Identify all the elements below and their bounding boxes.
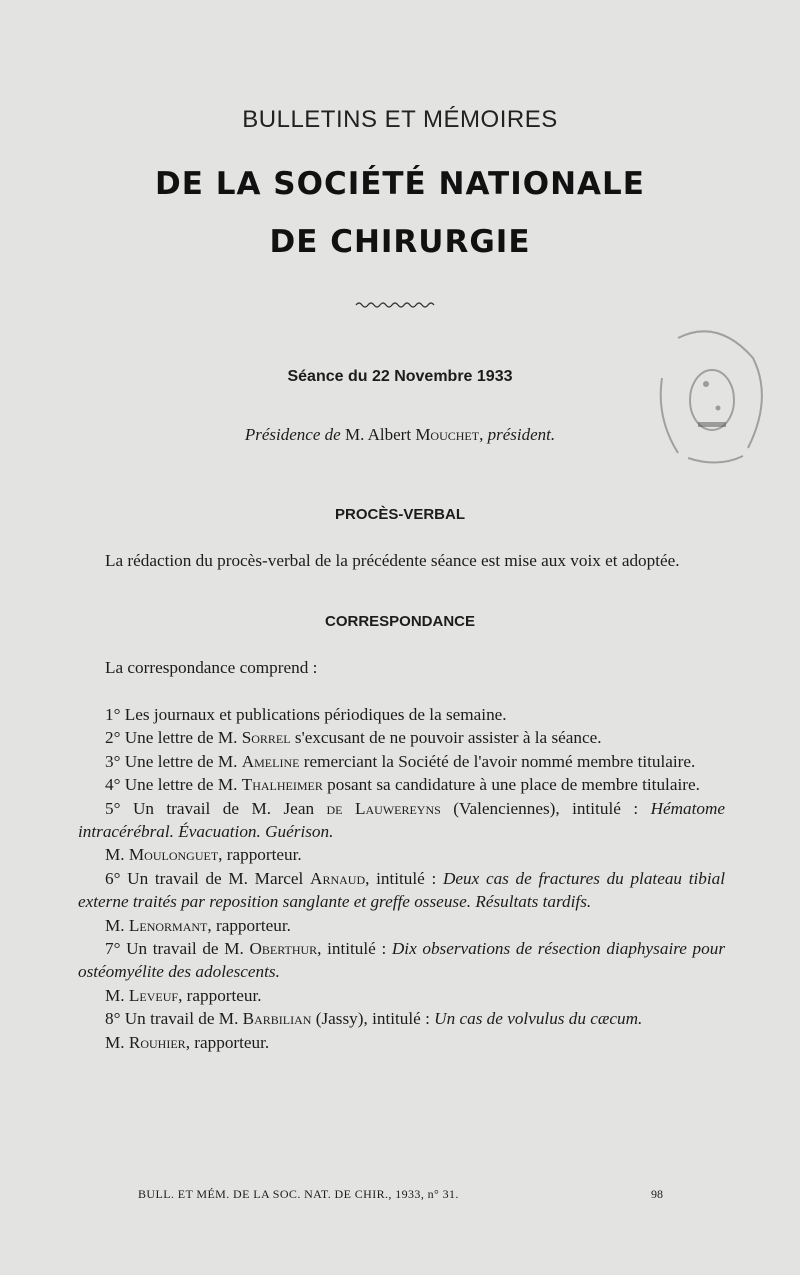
section-heading-correspondance: CORRESPONDANCE [324, 613, 475, 630]
work-title: Dix observations de résection diaphysaire pour ostéomyélite des adolescents. [78, 939, 726, 982]
author-name: Sorrel [241, 728, 291, 748]
work-title: Un cas de volvulus du cæcum. [434, 1009, 643, 1029]
list-item: 8° Un travail de M. Barbilian (Jassy), intitulé : Un cas de volvulus du cæcum. [105, 1009, 643, 1029]
presidency-title: M. Albert [344, 425, 412, 444]
list-item: 5° Un travail de M. Jean de Lauwereyns (Valenciennes), intitulé : Hématome intracérébral. Évacuation. Guérison. [78, 798, 726, 842]
list-item: 4° Une lettre de M. Thalheimer posant sa candidature à une place de membre titulaire. [105, 775, 700, 795]
rapporteur-line: M. Lenormant, rapporteur. [105, 915, 291, 935]
rapporteur-name: Moulonguet [128, 845, 219, 865]
proces-verbal-text: La rédaction du procès-verbal de la précédente séance est mise aux voix et adoptée. [105, 551, 680, 570]
list-item: 7° Un travail de M. Oberthur, intitulé : Dix observations de résection diaphysaire pour ostéomyélite des adolescents. [78, 939, 726, 982]
list-item: 6° Un travail de M. Marcel Arnaud, intitulé : Deux cas de fractures du plateau tibial externe traités par reposition sanglante et greffe osseuse. Résultats tardifs. [78, 868, 726, 912]
rapporteur-line: M. Leveuf, rapporteur. [105, 985, 262, 1005]
journal-title-line1: BULLETINS ET MÉMOIRES [242, 106, 558, 133]
correspondance-list [78, 703, 725, 1054]
session-date: Séance du 22 Novembre 1933 [287, 368, 513, 385]
rapporteur-name: Lenormant [128, 915, 208, 935]
author-name: Oberthur [249, 939, 318, 959]
list-item: 3° Une lettre de M. Ameline remerciant la Société de l'avoir nommé membre titulaire. [105, 751, 696, 771]
presidency-role: président. [487, 425, 556, 444]
page-number: 98 [651, 1187, 663, 1201]
journal-title-line2: DE LA SOCIÉTÉ NATIONALE [155, 166, 645, 202]
ornament-divider [355, 300, 437, 310]
list-item: 1° Les journaux et publications périodiques de la semaine. [105, 705, 507, 724]
work-title: Hématome intracérébral. Évacuation. Guérison. [78, 798, 726, 842]
work-title: Deux cas de fractures du plateau tibial externe traités par reposition sanglante et greffe osseuse. Résultats tardifs. [78, 868, 726, 912]
presidency-line: Présidence de M. Albert Mouchet, président. [244, 425, 556, 444]
rapporteur-name: Rouhier [128, 1032, 186, 1052]
correspondance-intro-paragraph [78, 656, 725, 679]
journal-title-line3: DE CHIRURGIE [269, 224, 531, 260]
author-name: Barbilian [242, 1009, 312, 1029]
rapporteur-line: M. Moulonguet, rapporteur. [105, 845, 302, 865]
list-item: 2° Une lettre de M. Sorrel s'excusant de ne pouvoir assister à la séance. [105, 728, 602, 748]
library-stamp [648, 318, 766, 476]
correspondance-intro: La correspondance comprend : [105, 658, 318, 677]
author-name: Thalheimer [241, 775, 323, 795]
author-name: Ameline [241, 751, 300, 771]
rapporteur-line: M. Rouhier, rapporteur. [105, 1032, 270, 1052]
footer-citation: BULL. ET MÉM. DE LA SOC. NAT. DE CHIR., 1933, n° 31. [138, 1187, 459, 1201]
author-name: Arnaud [310, 868, 366, 888]
author-name: Lauwereyns [354, 798, 441, 818]
presidency-prefix: Présidence de [244, 425, 341, 444]
rapporteur-name: Leveuf [128, 985, 179, 1005]
section-heading-proces-verbal: PROCÈS-VERBAL [334, 506, 465, 523]
proces-verbal-paragraph [78, 549, 725, 572]
president-name: Mouchet [415, 425, 480, 444]
